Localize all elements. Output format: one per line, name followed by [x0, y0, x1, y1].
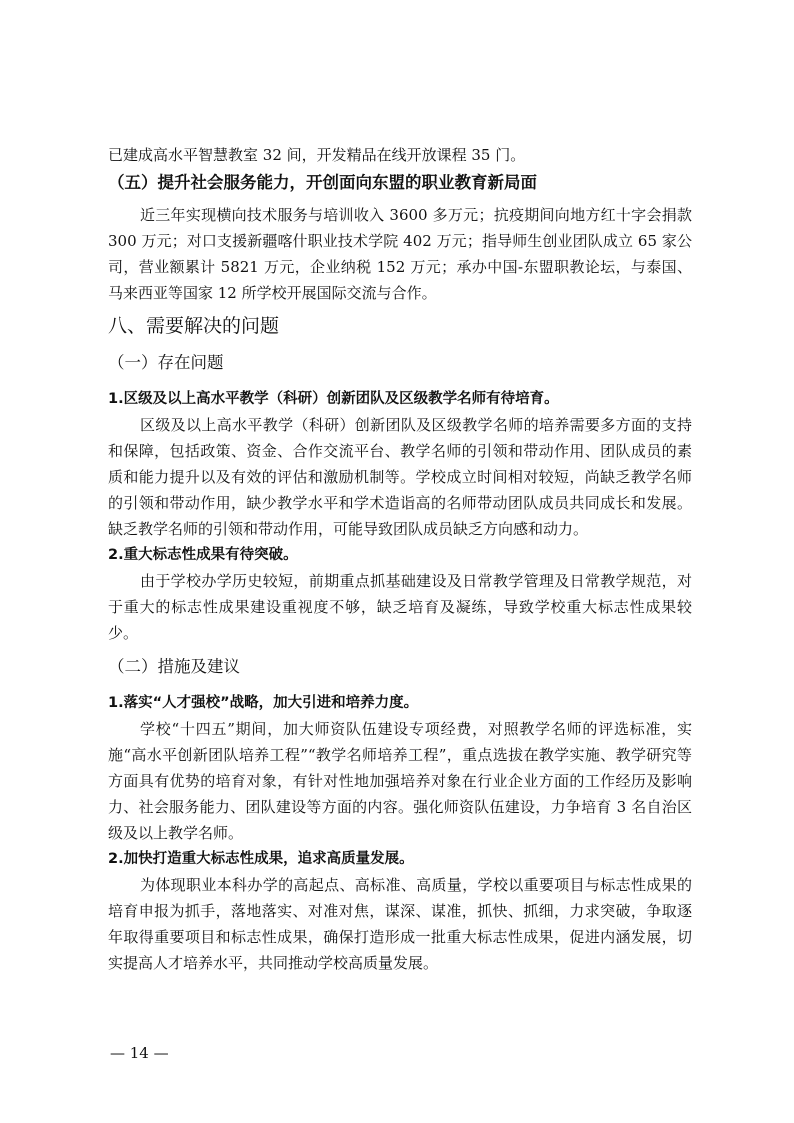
- measure-2-paragraph: 为体现职业本科办学的高起点、高标准、高质量，学校以重要项目与标志性成果的培育申报为抓手，落地落实、对准对焦，谋深、谋准，抓快、抓细，力求突破，争取逐年取得重要项目和标志性成果，确保打造形成一批重大标志性成果，促进内涵发展，切实提高人才培养水平，共同推动学校高质量发展。: [108, 876, 692, 972]
- chapter-8-heading: 八、需要解决的问题: [108, 315, 280, 337]
- measure-1-paragraph: 学校“十四五”期间，加大师资队伍建设专项经费，对照教学名师的评选标准，实施“高水平创新团队培养工程”“教学名师培养工程”，重点选拔在教学实施、教学研究等方面具有优势的培育对象，有针对性地加强培养对象在行业企业方面的工作经历及影响力、社会服务能力、团队建设等方面的内容。强化师资队伍建设，力争培育 3 名自治区级及以上教学名师。: [108, 720, 692, 842]
- issue-1-paragraph: 区级及以上高水平教学（科研）创新团队及区级教学名师的培养需要多方面的支持和保障，包括政策、资金、合作交流平台、教学名师的引领和带动作用、团队成员的素质和能力提升以及有效的评估和激励机制等。学校成立时间相对较短，尚缺乏教学名师的引领和带动作用，缺少教学水平和学术造诣高的名师带动团队成员共同成长和发展。缺乏教学名师的引领和带动作用，可能导致团队成员缺乏方向感和动力。: [108, 416, 692, 538]
- section-5-heading: （五）提升社会服务能力，开创面向东盟的职业教育新局面: [108, 173, 537, 192]
- issue-2-heading: 2.重大标志性成果有待突破。: [108, 547, 298, 563]
- measure-2-heading: 2.加快打造重大标志性成果，追求高质量发展。: [108, 851, 414, 867]
- issue-2-paragraph: 由于学校办学历史较短，前期重点抓基础建设及日常教学管理及日常教学规范，对于重大的标志性成果建设重视度不够，缺乏培育及凝练，导致学校重大标志性成果较少。: [108, 572, 692, 642]
- intro-tail-paragraph: 已建成高水平智慧教室 32 间，开发精品在线开放课程 35 门。: [108, 146, 526, 164]
- subsection-1-heading: （一）存在问题: [108, 353, 224, 372]
- issue-1-heading: 1.区级及以上高水平教学（科研）创新团队及区级教学名师有待培育。: [108, 391, 559, 407]
- section-5-paragraph: 近三年实现横向技术服务与培训收入 3600 多万元；抗疫期间向地方红十字会捐款 300 万元；对口支援新疆喀什职业技术学院 402 万元；指导师生创业团队成立 65 家公司，营业额累计 5821 万元，企业纳税 152 万元；承办中国-东盟职教论坛，与泰国、马来西亚等国家 12 所学校开展国际交流与合作。: [108, 206, 692, 302]
- measure-1-heading: 1.落实“人才强校”战略，加大引进和培养力度。: [108, 695, 419, 711]
- document-body: [108, 142, 692, 976]
- subsection-2-heading: （二）措施及建议: [108, 657, 240, 676]
- page-number: — 14 —: [110, 1044, 169, 1062]
